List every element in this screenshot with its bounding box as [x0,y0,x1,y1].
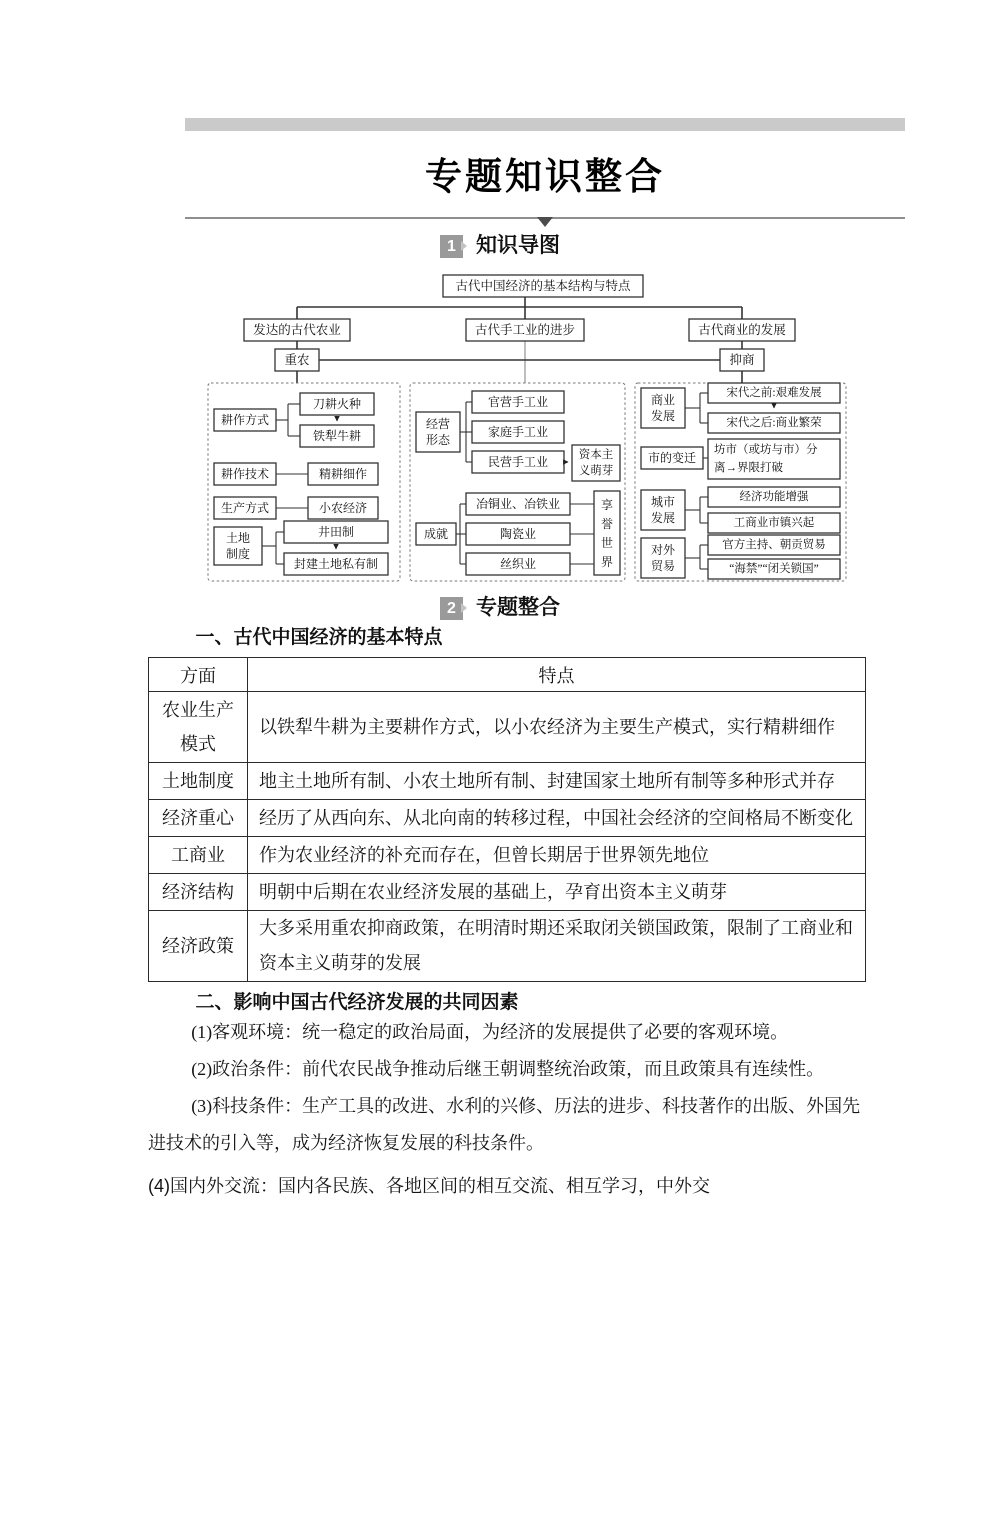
row-label [149,763,248,800]
node-metallurgy: 冶铜业、冶铁业 [475,497,561,511]
section-2-header [0,595,1000,621]
column-header-feature: 特点 [248,658,866,692]
node-tribute-trade: 官方主持、朝贡贸易 [722,539,826,551]
node-intensive-farming: 精耕细作 [318,467,368,481]
node-market-change: 市的变迁 [647,451,697,465]
page-title: 专题知识整合 [425,156,665,197]
node-foreign-trade-line1: 对外 [650,543,676,557]
node-smallholder-economy: 小农经济 [318,501,368,515]
row-label [149,911,248,982]
row-label [149,692,248,763]
row-text: 明朝中后期在农业经济发展的基础上，孕育出资本主义萌芽 [248,874,866,911]
row-text: 大多采用重农抑商政策，在明清时期还采取闭关锁国政策，限制了工商业和资本主义萌芽的发展 [248,911,866,982]
row-label-line: 经济重心 [162,808,234,828]
node-handicraft: 古代手工业的进步 [474,323,576,337]
node-achievements: 成就 [423,527,449,541]
row-label-line: 农业生产 [162,700,234,720]
node-commerce-dev-line1: 商业 [650,393,676,407]
node-capitalism-sprout-line2: 义萌芽 [578,465,614,477]
row-label-line: 工商业 [171,845,225,865]
node-operation-form-line1: 经营 [425,417,451,431]
node-commerce-dev-line2: 发展 [650,409,676,423]
row-label-line: 经济政策 [162,936,234,956]
row-label [149,800,248,837]
node-official-handicraft: 官营手工业 [487,395,549,409]
node-private-handicraft: 民营手工业 [487,455,549,469]
node-household-handicraft: 家庭手工业 [487,425,549,439]
table-row [149,837,866,874]
row-text: 以铁犁牛耕为主要耕作方式，以小农经济为主要生产模式，实行精耕细作 [248,692,866,763]
section-2-title: 专题整合 [476,596,560,619]
factor-item-3: (3)科技条件：生产工具的改进、水利的兴修、历法的进步、科技著作的出版、外国先进技术的引入等，成为经济恢复发展的科技条件。 [148,1096,861,1153]
node-yishang: 抑商 [729,353,755,367]
node-city-dev-line2: 发展 [650,511,676,525]
node-land-system-line1: 土地 [225,531,251,545]
node-silk: 丝织业 [499,557,537,571]
column-header-aspect: 方面 [149,658,248,692]
section-1-header [0,233,1000,259]
row-label-line: 土地制度 [162,771,234,791]
row-text: 地主土地所有制、小农土地所有制、封建国家土地所有制等多种形式并存 [248,763,866,800]
table-row [149,692,866,763]
header-band [185,118,905,219]
row-text: 经历了从西向东、从北向南的转移过程，中国社会经济的空间格局不断变化 [248,800,866,837]
node-city-dev-line1: 城市 [650,495,676,509]
node-farming-method: 耕作方式 [220,413,270,427]
node-world-renowned-ch3: 世 [600,536,614,550]
table-row [149,800,866,837]
page [0,118,1000,1532]
table-heading: 一、古代中国经济的基本特点 [195,627,443,648]
knowledge-map [200,271,1000,587]
row-label-line: 模式 [180,734,216,754]
knowledge-map-svg [200,271,850,587]
factor-item-2: (2)政治条件：前代农民战争推动后继王朝调整统治政策，而且政策具有连续性。 [191,1059,825,1079]
node-root: 古代中国经济的基本结构与特点 [455,279,631,293]
factor-item-4: (4)国内外交流：国内各民族、各地区间的相互交流、相互学习，中外交 [148,1176,710,1196]
row-label [149,874,248,911]
node-fangshi-line1: 坊市（或坊与市）分 [714,444,818,456]
node-iron-plow: 铁犁牛耕 [312,429,362,443]
section-1-title: 知识导图 [476,234,560,257]
main-content [148,627,866,1205]
section-2-badge: 2 [440,597,463,620]
header-gray-bar [185,118,905,131]
row-label-line: 经济结构 [162,882,234,902]
node-farming-tech: 耕作技术 [220,467,270,481]
node-after-song: 宋代之后:商业繁荣 [726,417,822,429]
handicraft-group [416,391,620,575]
factor-item-1: (1)客观环境：统一稳定的政治局面，为经济的发展提供了必要的客观环境。 [191,1022,789,1042]
node-world-renowned-ch4: 界 [600,555,614,569]
row-text: 作为农业经济的补充而存在，但曾长期居于世界领先地位 [248,837,866,874]
agriculture-group [214,393,388,575]
node-production-mode: 生产方式 [220,501,270,515]
node-world-renowned-ch1: 享 [600,498,614,512]
node-agriculture: 发达的古代农业 [253,323,341,337]
node-feudal-land: 封建土地私有制 [293,557,379,571]
node-well-field: 井田制 [317,525,355,539]
table-row [149,874,866,911]
section-1-badge: 1 [440,235,463,258]
node-commercial-towns: 工商业市镇兴起 [733,517,815,529]
characteristics-table [148,657,866,982]
title-rule [185,217,905,219]
node-capitalism-sprout-line1: 资本主 [578,449,614,461]
node-ceramics: 陶瓷业 [499,527,537,541]
node-operation-form-line2: 形态 [425,433,451,447]
factors-paragraphs [148,1014,866,1205]
node-economic-function: 经济功能增强 [739,491,809,503]
node-commerce: 古代商业的发展 [698,323,786,337]
down-triangle-icon [537,217,553,235]
node-land-system-line2: 制度 [225,547,251,561]
table-row [149,911,866,982]
node-slash-burn: 刀耕火种 [312,397,362,411]
row-label [149,837,248,874]
node-sea-ban: “海禁”“闭关锁国” [729,563,819,575]
node-foreign-trade-line2: 贸易 [650,559,676,573]
factors-heading: 二、影响中国古代经济发展的共同因素 [195,992,519,1013]
node-zhongnong: 重农 [284,353,310,367]
table-header [149,658,866,692]
node-world-renowned-ch2: 誉 [600,517,614,531]
node-fangshi-line2: 离→界限打破 [714,462,783,474]
node-before-song: 宋代之前:艰难发展 [726,387,822,399]
commerce-group [641,383,840,579]
table-row [149,763,866,800]
